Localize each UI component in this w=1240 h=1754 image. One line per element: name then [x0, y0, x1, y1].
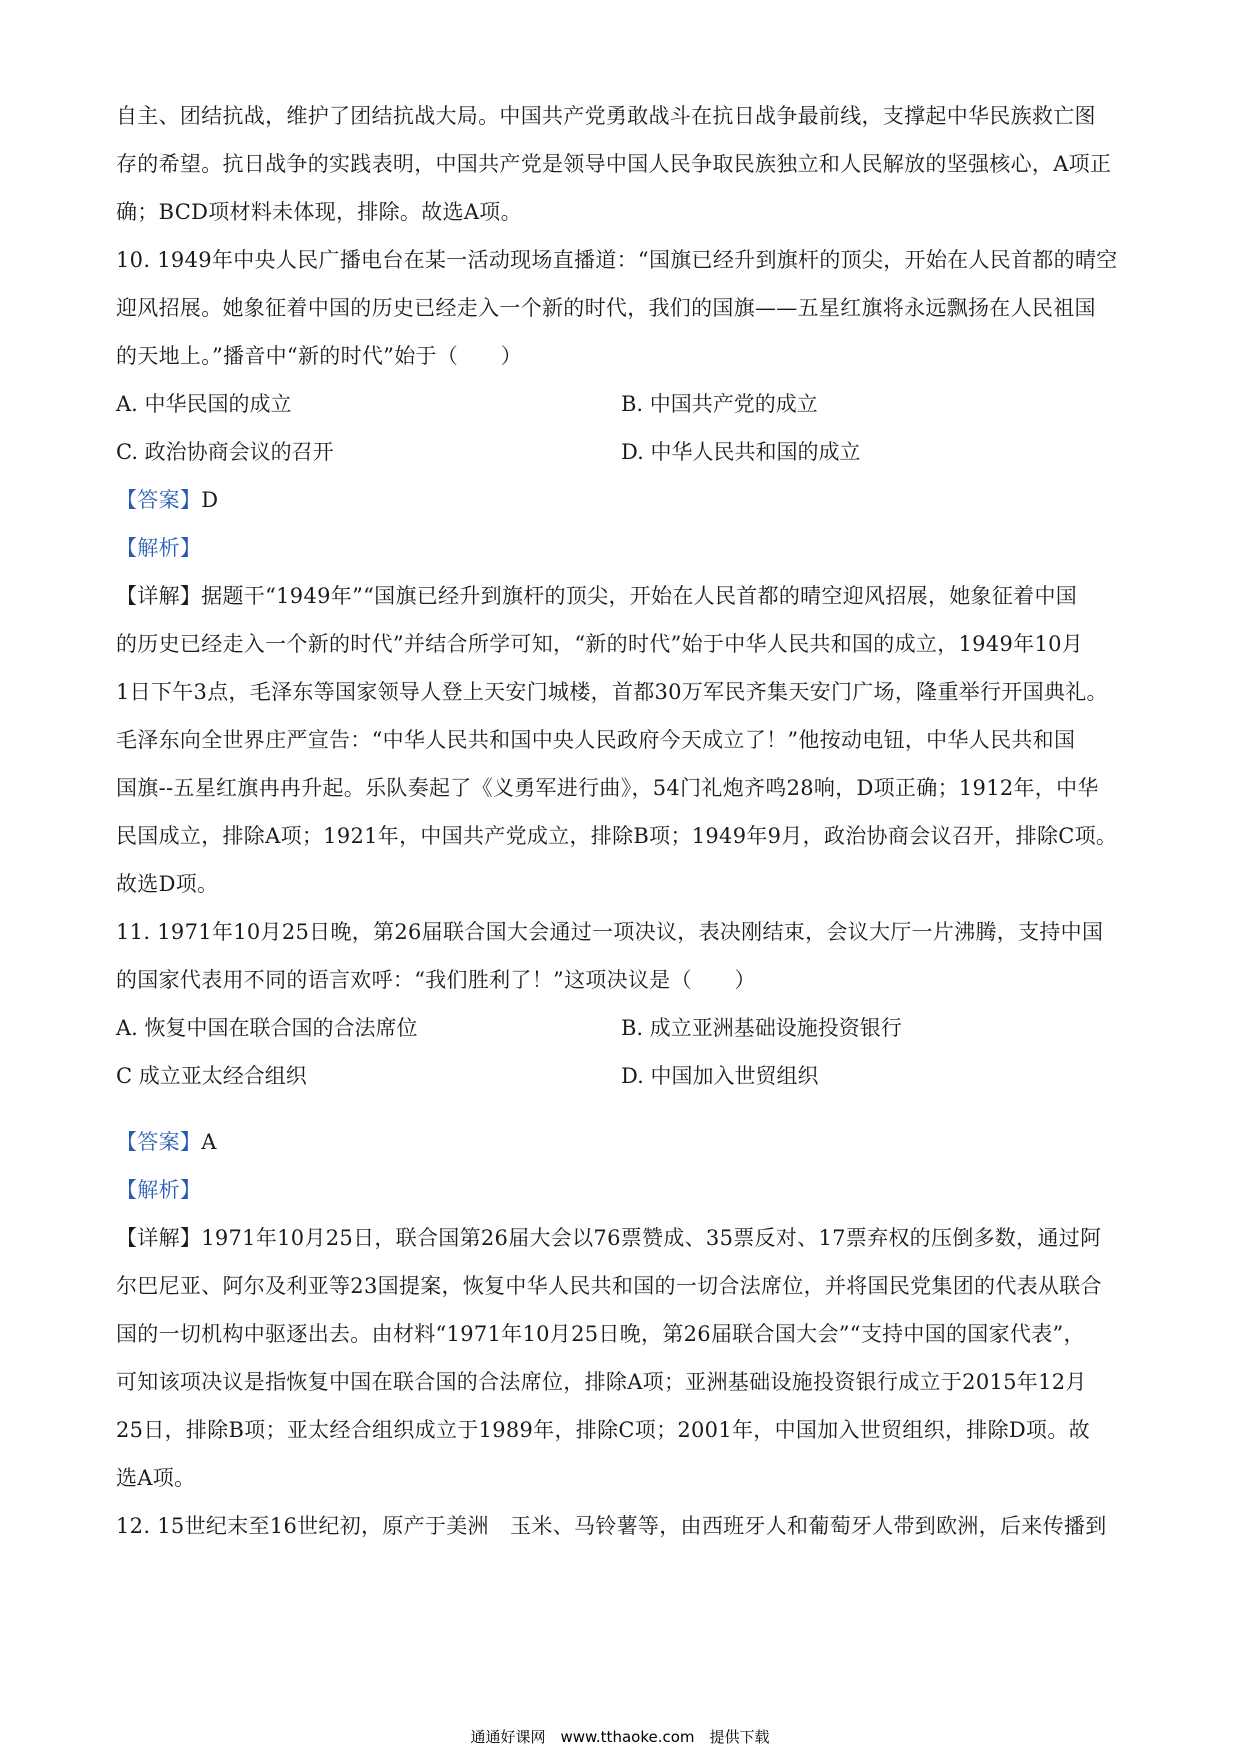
answer-line	[116, 1118, 1126, 1166]
question-11-options-row	[116, 1052, 1126, 1100]
detail-line: 1日下午3点，毛泽东等国家领导人登上天安门城楼，首都30万军民齐集天安门广场，隆重举行开国典礼。	[116, 680, 1108, 704]
question-10-options-row	[116, 380, 1126, 428]
option-a: A. 恢复中国在联合国的合法席位	[116, 1016, 418, 1040]
answer-value: A	[201, 1130, 217, 1154]
detail-line	[116, 572, 1126, 620]
answer-tag: 【答案】	[116, 488, 202, 512]
detail-line: 国旗--五星红旗冉冉升起。乐队奏起了《义勇军进行曲》，54门礼炮齐鸣28响，D项正确；1912年，中华	[116, 776, 1099, 800]
answer-line	[116, 476, 1126, 524]
answer-value: D	[201, 488, 219, 512]
question-11-stem-line: 11. 1971年10月25日晚，第26届联合国大会通过一项决议，表决刚结束，会议大厅一片沸腾，支持中国	[116, 920, 1104, 944]
detail-line: 尔巴尼亚、阿尔及利亚等23国提案，恢复中华人民共和国的一切合法席位，并将国民党集团的代表从联合	[116, 1274, 1102, 1298]
question-12-stem-line: 12. 15世纪末至16世纪初，原产于美洲 玉米、马铃薯等，由西班牙人和葡萄牙人带到欧洲，后来传播到	[116, 1514, 1107, 1538]
detail-line: 25日，排除B项；亚太经合组织成立于1989年，排除C项；2001年，中国加入世贸组织，排除D项。故	[116, 1418, 1090, 1442]
analysis-line	[116, 1166, 1126, 1214]
question-10-stem-line: 10. 1949年中央人民广播电台在某一活动现场直播道：“国旗已经升到旗杆的顶尖，开始在人民首都的晴空	[116, 248, 1118, 272]
document-page	[116, 92, 1126, 1550]
page-footer: 通通好课网 www.tthaoke.com 提供下载	[470, 1728, 770, 1746]
detail-line: 可知该项决议是指恢复中国在联合国的合法席位，排除A项；亚洲基础设施投资银行成立于2015年12月	[116, 1370, 1087, 1394]
option-d: D. 中国加入世贸组织	[621, 1064, 819, 1088]
spacer	[116, 1100, 1126, 1118]
detail-line: 毛泽东向全世界庄严宣告：“中华人民共和国中央人民政府今天成立了！”他按动电钮，中华人民共和国	[116, 728, 1076, 752]
question-11-stem-line: 的国家代表用不同的语言欢呼：“我们胜利了！”这项决议是（ ）	[116, 968, 756, 992]
option-c: C 成立亚太经合组织	[116, 1064, 307, 1088]
analysis-tag: 【解析】	[116, 1178, 202, 1202]
question-10-options-row	[116, 428, 1126, 476]
text-line: 存的希望。抗日战争的实践表明，中国共产党是领导中国人民争取民族独立和人民解放的坚强核心，A项正	[116, 152, 1112, 176]
detail-text: 1971年10月25日，联合国第26届大会以76票赞成、35票反对、17票弃权的压倒多数，通过阿	[201, 1226, 1102, 1250]
detail-text: 据题干“1949年”“国旗已经升到旗杆的顶尖，开始在人民首都的晴空迎风招展，她象征着中国	[201, 584, 1078, 608]
option-c: C. 政治协商会议的召开	[116, 440, 334, 464]
detail-line: 民国成立，排除A项；1921年，中国共产党成立，排除B项；1949年9月，政治协商会议召开，排除C项。	[116, 824, 1118, 848]
option-b: B. 成立亚洲基础设施投资银行	[621, 1016, 902, 1040]
detail-line: 选A项。	[116, 1466, 196, 1490]
detail-tag: 【详解】	[116, 1226, 202, 1250]
answer-tag: 【答案】	[116, 1130, 202, 1154]
detail-line: 故选D项。	[116, 872, 219, 896]
detail-tag: 【详解】	[116, 584, 202, 608]
text-line: 自主、团结抗战，维护了团结抗战大局。中国共产党勇敢战斗在抗日战争最前线，支撑起中华民族救亡图	[116, 104, 1096, 128]
option-d: D. 中华人民共和国的成立	[621, 440, 861, 464]
analysis-tag: 【解析】	[116, 536, 202, 560]
analysis-line	[116, 524, 1126, 572]
detail-line: 的历史已经走入一个新的时代”并结合所学可知，“新的时代”始于中华人民共和国的成立，1949年10月	[116, 632, 1084, 656]
text-line: 确；BCD项材料未体现，排除。故选A项。	[116, 200, 522, 224]
detail-line	[116, 1214, 1126, 1262]
option-a: A. 中华民国的成立	[116, 392, 292, 416]
detail-line: 国的一切机构中驱逐出去。由材料“1971年10月25日晚，第26届联合国大会”“支持中国的国家代表”，	[116, 1322, 1085, 1346]
option-b: B. 中国共产党的成立	[621, 392, 818, 416]
question-11-options-row	[116, 1004, 1126, 1052]
question-10-stem-line: 的天地上。”播音中“新的时代”始于（ ）	[116, 344, 523, 368]
question-10-stem-line: 迎风招展。她象征着中国的历史已经走入一个新的时代，我们的国旗——五星红旗将永远飘扬在人民祖国	[116, 296, 1096, 320]
